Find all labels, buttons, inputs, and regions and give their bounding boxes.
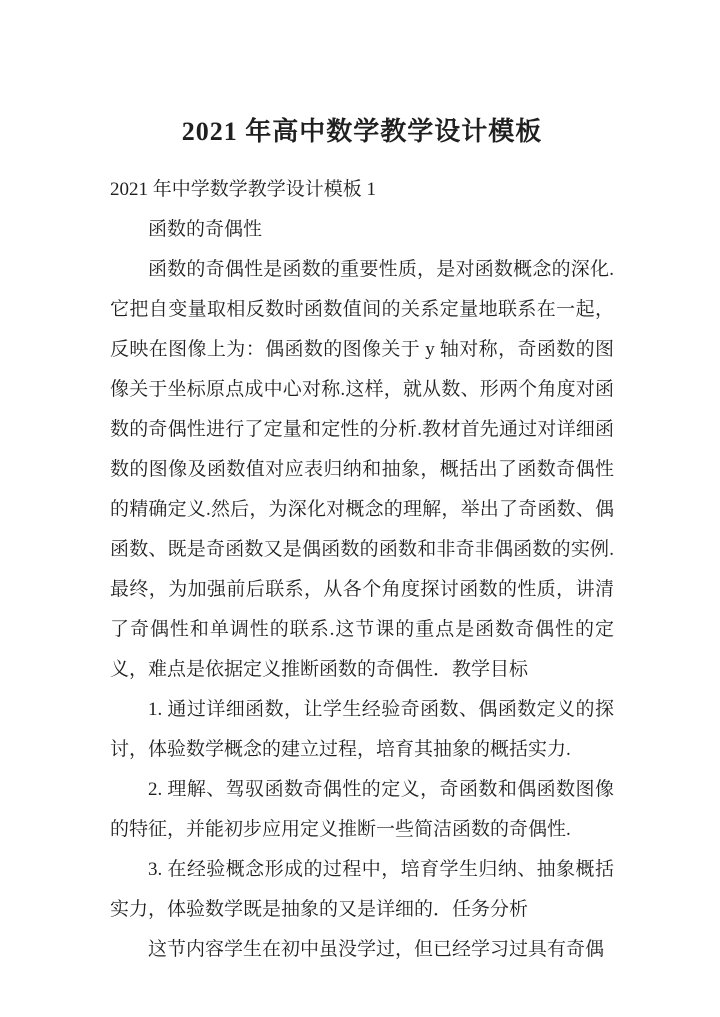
document-body (110, 170, 614, 970)
paragraph: 1. 通过详细函数，让学生经验奇函数、偶函数定义的探讨，体验数学概念的建立过程，培育其抽象的概括实力. (110, 699, 614, 760)
document-title: 2021 年高中数学教学设计模板 (181, 117, 543, 146)
paragraph: 这节内容学生在初中虽没学过，但已经学习过具有奇偶 (148, 939, 605, 960)
paragraph: 函数的奇偶性 (148, 219, 263, 240)
paragraph: 2021 年中学数学教学设计模板 1 (110, 179, 377, 200)
paragraph: 函数的奇偶性是函数的重要性质，是对函数概念的深化.它把自变量取相反数时函数值间的关系定量地联系在一起，反映在图像上为：偶函数的图像关于 y 轴对称，奇函数的图像关于坐标原点成中心对称.这样，就从数、形两个角度对函数的奇偶性进行了定量和定性的分析.教材首先通过对详细函数的图像及函数值对应表归纳和抽象，概括出了函数奇偶性的精确定义.然后，为深化对概念的理解，举出了奇函数、偶函数、既是奇函数又是偶函数的函数和非奇非偶函数的实例.最终，为加强前后联系，从各个角度探讨函数的性质，讲清了奇偶性和单调性的联系.这节课的重点是函数奇偶性的定义，难点是依据定义推断函数的奇偶性．教学目标 (110, 259, 614, 680)
paragraph: 3. 在经验概念形成的过程中，培育学生归纳、抽象概括实力，体验数学既是抽象的又是详细的．任务分析 (110, 859, 614, 920)
paragraph: 2. 理解、驾驭函数奇偶性的定义，奇函数和偶函数图像的特征，并能初步应用定义推断一些简洁函数的奇偶性. (110, 779, 614, 840)
